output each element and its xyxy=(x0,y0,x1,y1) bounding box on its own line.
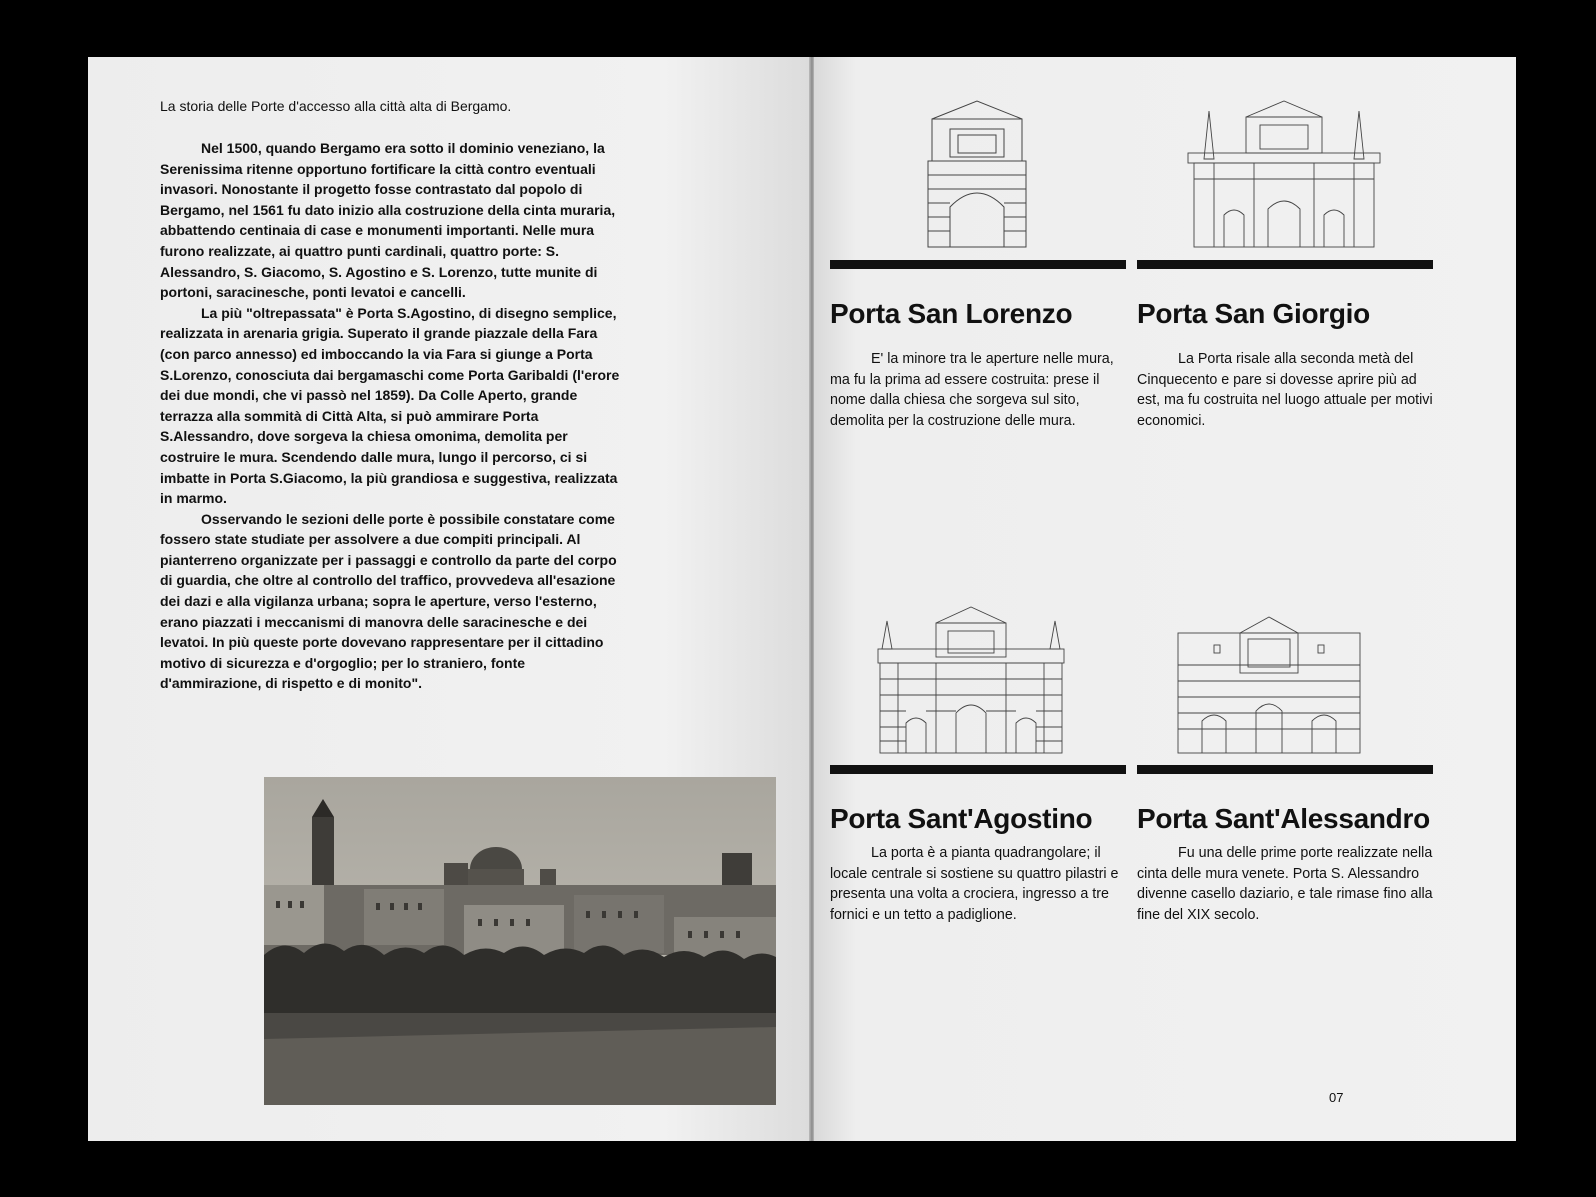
gate-card-san-lorenzo xyxy=(830,260,1126,431)
gate-description-text: E' la minore tra le aperture nelle mura, ma fu la prima ad essere costruita: prese il nome dalla chiesa che sorgeva sul sito, demolita per la costruzione delle mura. xyxy=(830,351,1114,429)
right-page xyxy=(814,57,1516,1141)
gate-description-text: La Porta risale alla seconda metà del Cinquecento e pare si dovesse aprire più ad est, ma fu costruita nel luogo attuale per motivi economici. xyxy=(1137,351,1433,429)
gate-card-san-giorgio xyxy=(1137,260,1433,431)
essay-paragraph: Nel 1500, quando Bergamo era sotto il dominio veneziano, la Serenissima ritenne opportuno fortificare la città contro eventuali invasori. Nonostante il progetto fosse contrastato dal popolo di Bergamo, nel 1561 fu dato inizio alla costruzione della cinta muraria, abbattendo centinaia di case e monumenti importanti. Nelle mura furono realizzate, ai quattro punti cardinali, quattro porte: S. Alessandro, S. Giacomo, S. Agostino e S. Lorenzo, tutte munite di portoni, saracinesche, ponti levatoi e cancelli. xyxy=(160,140,616,301)
gate-description xyxy=(1137,843,1433,925)
bergamo-historic-photo xyxy=(264,777,776,1105)
gate-title: Porta Sant'Agostino xyxy=(830,803,1093,834)
divider-bar xyxy=(830,260,1126,269)
gate-description-text: Fu una delle prime porte realizzate nella cinta delle mura venete. Porta S. Alessandro divenne casello daziario, e tale rimase fino alla fine del XIX secolo. xyxy=(1137,845,1433,923)
gate-title: Porta San Lorenzo xyxy=(830,298,1073,329)
intro-line: La storia delle Porte d'accesso alla città alta di Bergamo. xyxy=(160,98,512,114)
divider-bar xyxy=(1137,765,1433,774)
gate-description xyxy=(1137,349,1433,431)
porta-sant-alessandro-drawing xyxy=(1174,607,1364,755)
gate-title: Porta Sant'Alessandro xyxy=(1137,803,1430,834)
gate-card-sant-alessandro xyxy=(1137,765,1433,925)
gate-description-text: La porta è a pianta quadrangolare; il locale centrale si sostiene su quattro pilastri e presenta una volta a crociera, ingresso a tre fornici e un tetto a padiglione. xyxy=(830,845,1119,923)
left-page xyxy=(88,57,810,1141)
gate-description xyxy=(830,843,1126,925)
porta-san-lorenzo-drawing xyxy=(922,99,1032,249)
divider-bar xyxy=(830,765,1126,774)
essay-text xyxy=(160,138,630,694)
gate-card-sant-agostino xyxy=(830,765,1126,925)
gate-title: Porta San Giorgio xyxy=(1137,298,1370,329)
gate-description xyxy=(830,349,1126,431)
page-number: 07 xyxy=(1329,1090,1344,1105)
essay-paragraph: La più "oltrepassata" è Porta S.Agostino, di disegno semplice, realizzata in arenaria grigia. Superato il grande piazzale della Fara (con parco annesso) ed imboccando la via Fara si giunge a Porta S.Lorenzo, conosciuta dai bergamaschi come Porta Garibaldi (l'erore dei due mondi, che vi passò nel 1859). Da Colle Aperto, grande terrazza alla sommità di Città Alta, si può ammirare Porta S.Alessandro, dove sorgeva la chiesa omonima, demolita per costruire le mura. Scendendo dalle mura, lungo il percorso, ci si imbatte in Porta S.Giacomo, la più grandiosa e suggestiva, realizzata in marmo. xyxy=(160,304,620,507)
porta-sant-agostino-drawing xyxy=(876,605,1066,755)
porta-san-giorgio-drawing xyxy=(1184,99,1384,249)
essay-paragraph: Osservando le sezioni delle porte è possibile constatare come fossero state studiate per assolvere a due compiti principali. Al pianterreno organizzate per i passaggi e controllo da parte del corpo di guardia, che oltre al controllo del traffico, provvedeva all'esazione dei dazi e alla vigilanza urbana; sopra le aperture, verso l'esterno, erano piazzati i meccanismi di manovra delle saracinesche e dei levatoi. In più queste porte dovevano rappresentare per il cittadino motivo di sicurezza e d'orgoglio; per lo straniero, fonte d'ammirazione, di rispetto e di monito". xyxy=(160,510,617,692)
divider-bar xyxy=(1137,260,1433,269)
